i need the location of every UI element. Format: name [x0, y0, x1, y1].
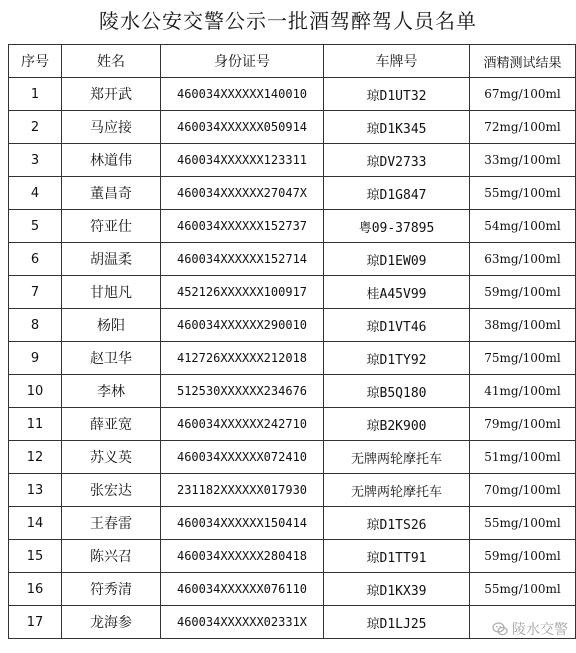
cell-id-number: 460034XXXXXX152737	[161, 210, 324, 243]
cell-alcohol-test: 54mg/100ml	[470, 210, 576, 243]
cell-alcohol-test: 33mg/100ml	[470, 144, 576, 177]
cell-plate: 琼B5Q180	[324, 375, 470, 408]
cell-seq: 16	[9, 573, 62, 606]
table-row	[9, 606, 576, 639]
cell-id-number: 460034XXXXXX242710	[161, 408, 324, 441]
cell-alcohol-test: 55mg/100ml	[470, 573, 576, 606]
cell-id-number: 460034XXXXXX27047X	[161, 177, 324, 210]
cell-plate: 琼D1VT46	[324, 309, 470, 342]
table-row	[9, 375, 576, 408]
table-row	[9, 507, 576, 540]
cell-alcohol-test: 79mg/100ml	[470, 408, 576, 441]
cell-name: 马应接	[62, 111, 161, 144]
cell-plate: 琼D1K345	[324, 111, 470, 144]
table-body	[9, 78, 576, 639]
cell-name: 董昌奇	[62, 177, 161, 210]
cell-alcohol-test: 51mg/100ml	[470, 441, 576, 474]
cell-alcohol-test: 75mg/100ml	[470, 342, 576, 375]
cell-seq: 15	[9, 540, 62, 573]
cell-id-number: 460034XXXXXX02331X	[161, 606, 324, 639]
cell-alcohol-test: 59mg/100ml	[470, 540, 576, 573]
cell-plate: 琼D1EW09	[324, 243, 470, 276]
cell-seq: 11	[9, 408, 62, 441]
cell-seq: 2	[9, 111, 62, 144]
cell-alcohol-test: 41mg/100ml	[470, 375, 576, 408]
cell-seq: 9	[9, 342, 62, 375]
cell-plate: 粤09-37895	[324, 210, 470, 243]
cell-alcohol-test: 72mg/100ml	[470, 111, 576, 144]
cell-name: 符秀清	[62, 573, 161, 606]
cell-plate: 琼D1TS26	[324, 507, 470, 540]
cell-id-number: 460034XXXXXX072410	[161, 441, 324, 474]
cell-id-number: 460034XXXXXX150414	[161, 507, 324, 540]
cell-name: 薛亚宽	[62, 408, 161, 441]
cell-alcohol-test: 55mg/100ml	[470, 507, 576, 540]
cell-name: 张宏达	[62, 474, 161, 507]
table-row	[9, 144, 576, 177]
cell-seq: 4	[9, 177, 62, 210]
cell-id-number: 460034XXXXXX140010	[161, 78, 324, 111]
cell-name: 林道伟	[62, 144, 161, 177]
cell-plate: 桂A45V99	[324, 276, 470, 309]
watermark-text: 陵水交警	[512, 622, 568, 638]
header-seq: 序号	[9, 45, 62, 78]
cell-plate: 琼DV2733	[324, 144, 470, 177]
cell-alcohol-test: 59mg/100ml	[470, 276, 576, 309]
cell-seq: 7	[9, 276, 62, 309]
table-row	[9, 474, 576, 507]
header-plate: 车牌号	[324, 45, 470, 78]
cell-id-number: 412726XXXXXX212018	[161, 342, 324, 375]
header-id-number: 身份证号	[161, 45, 324, 78]
table-row	[9, 78, 576, 111]
cell-seq: 10	[9, 375, 62, 408]
table-row	[9, 573, 576, 606]
cell-alcohol-test: 67mg/100ml	[470, 78, 576, 111]
cell-name: 赵卫华	[62, 342, 161, 375]
header-alcohol-test: 酒精测试结果	[470, 45, 576, 78]
cell-plate: 琼D1G847	[324, 177, 470, 210]
cell-plate: 琼D1KX39	[324, 573, 470, 606]
table-row	[9, 540, 576, 573]
cell-seq: 6	[9, 243, 62, 276]
cell-name: 龙海参	[62, 606, 161, 639]
cell-seq: 1	[9, 78, 62, 111]
cell-id-number: 452126XXXXXX100917	[161, 276, 324, 309]
cell-id-number: 460034XXXXXX152714	[161, 243, 324, 276]
table-row	[9, 111, 576, 144]
cell-alcohol-test: 70mg/100ml	[470, 474, 576, 507]
cell-alcohol-test: 55mg/100ml	[470, 177, 576, 210]
cell-plate: 琼D1UT32	[324, 78, 470, 111]
table-row	[9, 243, 576, 276]
cell-name: 胡温柔	[62, 243, 161, 276]
cell-seq: 13	[9, 474, 62, 507]
cell-seq: 14	[9, 507, 62, 540]
table-row	[9, 408, 576, 441]
table-row	[9, 276, 576, 309]
cell-name: 苏义英	[62, 441, 161, 474]
table-row	[9, 210, 576, 243]
cell-seq: 12	[9, 441, 62, 474]
cell-plate: 琼D1LJ25	[324, 606, 470, 639]
watermark	[492, 619, 568, 639]
document-title: 陵水公安交警公示一批酒驾醉驾人员名单	[99, 9, 477, 33]
cell-id-number: 460034XXXXXX076110	[161, 573, 324, 606]
cell-plate: 琼D1TY92	[324, 342, 470, 375]
cell-id-number: 512530XXXXXX234676	[161, 375, 324, 408]
cell-plate: 无牌两轮摩托车	[324, 441, 470, 474]
cell-name: 符亚仕	[62, 210, 161, 243]
cell-name: 甘旭凡	[62, 276, 161, 309]
cell-id-number: 231182XXXXXX017930	[161, 474, 324, 507]
cell-name: 陈兴召	[62, 540, 161, 573]
cell-seq: 5	[9, 210, 62, 243]
header-name: 姓名	[62, 45, 161, 78]
cell-name: 王春雷	[62, 507, 161, 540]
cell-seq: 8	[9, 309, 62, 342]
drunk-driving-roster-table	[8, 44, 576, 639]
cell-id-number: 460034XXXXXX123311	[161, 144, 324, 177]
table-row	[9, 177, 576, 210]
cell-plate: 无牌两轮摩托车	[324, 474, 470, 507]
cell-name: 杨阳	[62, 309, 161, 342]
table-row	[9, 342, 576, 375]
table-row	[9, 309, 576, 342]
cell-id-number: 460034XXXXXX280418	[161, 540, 324, 573]
cell-name: 郑开武	[62, 78, 161, 111]
cell-name: 李林	[62, 375, 161, 408]
table-row	[9, 441, 576, 474]
cell-seq: 3	[9, 144, 62, 177]
cell-plate: 琼B2K900	[324, 408, 470, 441]
cell-plate: 琼D1TT91	[324, 540, 470, 573]
cell-id-number: 460034XXXXXX050914	[161, 111, 324, 144]
table-header-row	[9, 45, 576, 78]
cell-alcohol-test: 63mg/100ml	[470, 243, 576, 276]
cell-alcohol-test: 38mg/100ml	[470, 309, 576, 342]
cell-id-number: 460034XXXXXX290010	[161, 309, 324, 342]
cell-seq: 17	[9, 606, 62, 639]
wechat-icon	[492, 621, 508, 637]
